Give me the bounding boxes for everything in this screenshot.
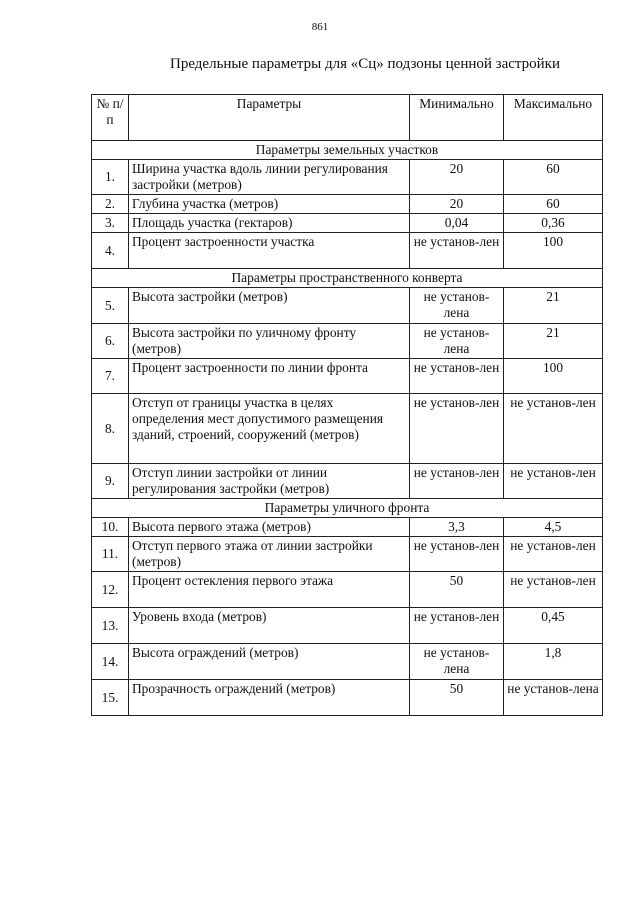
table-row: [92, 537, 603, 572]
row-minimum: 20: [410, 195, 504, 214]
row-maximum: не установ-лен: [504, 537, 603, 572]
row-minimum: не установ-лена: [410, 288, 504, 324]
row-number: 10.: [92, 518, 129, 537]
row-parameter: Ширина участка вдоль линии регулирования застройки (метров): [129, 160, 410, 195]
row-minimum: 20: [410, 160, 504, 195]
row-number: 14.: [92, 644, 129, 680]
row-minimum: 0,04: [410, 214, 504, 233]
table-row: [92, 214, 603, 233]
table-row: [92, 518, 603, 537]
row-maximum: 60: [504, 195, 603, 214]
header-param: Параметры: [129, 95, 410, 141]
section-title: Параметры пространственного конверта: [92, 269, 603, 288]
row-minimum: не установ-лена: [410, 644, 504, 680]
row-maximum: 60: [504, 160, 603, 195]
section-header-row: [92, 141, 603, 160]
row-parameter: Высота ограждений (метров): [129, 644, 410, 680]
row-maximum: не установ-лен: [504, 394, 603, 464]
row-maximum: не установ-лен: [504, 464, 603, 499]
row-parameter: Процент остекления первого этажа: [129, 572, 410, 608]
row-minimum: не установ-лен: [410, 394, 504, 464]
row-number: 6.: [92, 324, 129, 359]
row-number: 8.: [92, 394, 129, 464]
row-number: 2.: [92, 195, 129, 214]
parameters-table: [91, 94, 603, 716]
row-maximum: 100: [504, 233, 603, 269]
section-title: Параметры земельных участков: [92, 141, 603, 160]
row-parameter: Высота застройки (метров): [129, 288, 410, 324]
table-header-row: [92, 95, 603, 141]
table-row: [92, 680, 603, 716]
row-number: 11.: [92, 537, 129, 572]
row-parameter: Отступ от границы участка в целях определения мест допустимого размещения зданий, строений, сооружений (метров): [129, 394, 410, 464]
row-minimum: 50: [410, 572, 504, 608]
table-row: [92, 324, 603, 359]
header-num: № п/п: [92, 95, 129, 141]
row-minimum: не установ-лен: [410, 464, 504, 499]
row-number: 15.: [92, 680, 129, 716]
row-parameter: Отступ первого этажа от линии застройки (метров): [129, 537, 410, 572]
row-parameter: Уровень входа (метров): [129, 608, 410, 644]
row-maximum: 4,5: [504, 518, 603, 537]
table-body: [92, 141, 603, 716]
row-maximum: 0,45: [504, 608, 603, 644]
row-number: 12.: [92, 572, 129, 608]
table-row: [92, 195, 603, 214]
row-number: 1.: [92, 160, 129, 195]
table-row: [92, 359, 603, 394]
row-maximum: не установ-лена: [504, 680, 603, 716]
table-row: [92, 608, 603, 644]
table-row: [92, 572, 603, 608]
row-minimum: 50: [410, 680, 504, 716]
row-minimum: 3,3: [410, 518, 504, 537]
row-minimum: не установ-лен: [410, 608, 504, 644]
table-row: [92, 288, 603, 324]
header-max: Максимально: [504, 95, 603, 141]
row-maximum: 21: [504, 324, 603, 359]
row-number: 13.: [92, 608, 129, 644]
row-minimum: не установ-лен: [410, 537, 504, 572]
row-number: 5.: [92, 288, 129, 324]
row-number: 9.: [92, 464, 129, 499]
row-maximum: 21: [504, 288, 603, 324]
row-number: 7.: [92, 359, 129, 394]
table-row: [92, 160, 603, 195]
row-maximum: 100: [504, 359, 603, 394]
section-header-row: [92, 269, 603, 288]
row-parameter: Процент застроенности участка: [129, 233, 410, 269]
row-parameter: Прозрачность ограждений (метров): [129, 680, 410, 716]
row-minimum: не установ-лен: [410, 359, 504, 394]
page-number: 861: [311, 21, 329, 33]
row-maximum: не установ-лен: [504, 572, 603, 608]
row-parameter: Высота застройки по уличному фронту (метров): [129, 324, 410, 359]
table-row: [92, 644, 603, 680]
row-parameter: Высота первого этажа (метров): [129, 518, 410, 537]
row-maximum: 0,36: [504, 214, 603, 233]
table-row: [92, 394, 603, 464]
row-parameter: Глубина участка (метров): [129, 195, 410, 214]
row-minimum: не установ-лен: [410, 233, 504, 269]
row-number: 4.: [92, 233, 129, 269]
row-number: 3.: [92, 214, 129, 233]
row-parameter: Процент застроенности по линии фронта: [129, 359, 410, 394]
row-parameter: Площадь участка (гектаров): [129, 214, 410, 233]
header-min: Минимально: [410, 95, 504, 141]
table-row: [92, 464, 603, 499]
document-title: Предельные параметры для «Сц» подзоны ценной застройки: [170, 56, 560, 72]
row-parameter: Отступ линии застройки от линии регулирования застройки (метров): [129, 464, 410, 499]
row-maximum: 1,8: [504, 644, 603, 680]
row-minimum: не установ-лена: [410, 324, 504, 359]
section-title: Параметры уличного фронта: [92, 499, 603, 518]
table-row: [92, 233, 603, 269]
section-header-row: [92, 499, 603, 518]
